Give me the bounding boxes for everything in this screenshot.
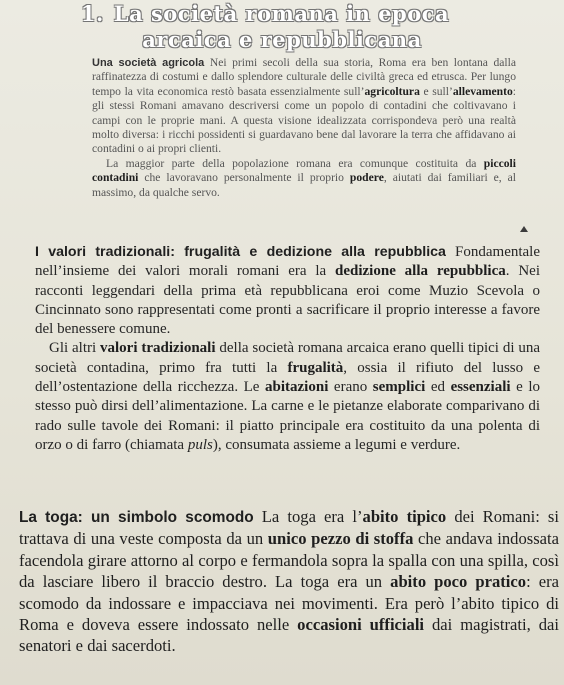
text-run: dei Romani: si trattava di una veste composta da un (19, 507, 559, 549)
chapter-title-line-1 (0, 2, 564, 26)
paragraph (92, 157, 516, 200)
key-term: abito tipico (362, 507, 447, 526)
paragraph (35, 339, 540, 455)
key-term: podere (349, 171, 384, 185)
text-run: . Nei racconti leggendari della prima età repubblicana eroi come Muzio Scevola o Cincinnato sono rappresentati come pronti a sacrificare il proprio interesse a favore del benessere comune. (35, 263, 540, 338)
section-agricultural-society (92, 56, 516, 200)
latin-term: puls (187, 436, 213, 453)
key-term: allevamento (452, 84, 513, 98)
section-toga (19, 506, 559, 657)
key-term: valori tradizionali (100, 340, 216, 357)
text-run: : gli stessi Romani amavano descriversi come un popolo di contadini che coltivavano i campi con le proprie mani. A questa visione idealizzata corrispondeva però una realtà molto diversa: i ricchi possidenti si guardavano bene dal lavorare la terra che affidavano ai contadini o ai propri clienti. (92, 84, 516, 156)
text-run: : era scomodo da indossare e impacciava nei movimenti. Era però l’abito tipico di Roma e doveva essere indossato nelle (19, 572, 560, 635)
section-heading: Una società agricola (92, 57, 205, 69)
text-run: Nei primi secoli della sua storia, Roma era ben lontana dalla raffinatezza di costumi e dallo splendore culturale delle civiltà greca ed etrusca. Per lungo tempo la vita economica restò basata essenzialmente sull’ (92, 56, 516, 98)
section-heading: La toga: un simbolo scomodo (19, 509, 254, 526)
key-term: dedizione alla repubblica (335, 263, 506, 280)
paragraph (19, 506, 559, 657)
text-run: La toga era l’ (253, 507, 363, 526)
paragraph-body (19, 507, 559, 655)
text-run: ed (425, 379, 451, 396)
chapter-title-text-1: La società romana in epoca (113, 1, 450, 26)
key-term: agricoltura (364, 84, 420, 98)
section-heading: I valori tradizionali: frugalità e dedizione alla repubblica (35, 244, 446, 260)
section-traditional-values (35, 243, 540, 455)
text-run: Gli altri (49, 340, 101, 357)
scroll-up-arrow-icon (520, 226, 528, 232)
key-term: abito poco pratico (390, 572, 527, 592)
key-term: abitazioni (265, 379, 329, 396)
text-run: e sull’ (419, 84, 453, 98)
key-term: occasioni ufficiali (297, 615, 425, 635)
text-run: della società romana arcaica erano quelli tipici di una società contadina, primo fra tutti la (35, 340, 540, 376)
text-run: dai magistrati, dai senatori e dai sacerdoti. (19, 615, 559, 656)
key-term: unico pezzo di stoffa (267, 529, 414, 549)
key-term: piccoli contadini (92, 156, 516, 185)
text-run: Fondamentale nell’insieme dei valori morali romani era la (35, 244, 541, 280)
text-run: La maggior parte della popolazione romana era comunque costituita da (106, 156, 484, 170)
paragraph (92, 56, 516, 157)
text-run: e lo stesso può dirsi dell’alimentazione. La carne e le pietanze elaborate comparivano di rado sulle tavole dei Romani: il piatto principale era costituito da una polenta di orzo o di farro (chiamata (35, 379, 540, 453)
text-run: , ossia il rifiuto del lusso e dell’ostentazione della ricchezza. Le (35, 359, 540, 396)
key-term: frugalità (287, 359, 344, 376)
text-run: , aiutati dai familiari e, al massimo, da qualche servo. (92, 171, 516, 199)
paragraph (35, 243, 540, 339)
paragraph-body (92, 56, 516, 155)
text-run: che lavoravano personalmente il proprio (138, 171, 350, 185)
text-run: che andava indossata facendola girare attorno al corpo e fermandola sopra la spalla con una spilla, così da lasciare libero il braccio destro. La toga era un (19, 529, 559, 592)
chapter-title-line-2: arcaica e repubblicana (142, 27, 422, 52)
text-run: ), consumata assieme a legumi e verdure. (212, 436, 461, 453)
key-term: essenziali (450, 379, 511, 396)
text-run: erano (328, 379, 373, 396)
chapter-number: 1. (80, 1, 104, 26)
key-term: semplici (372, 379, 426, 396)
